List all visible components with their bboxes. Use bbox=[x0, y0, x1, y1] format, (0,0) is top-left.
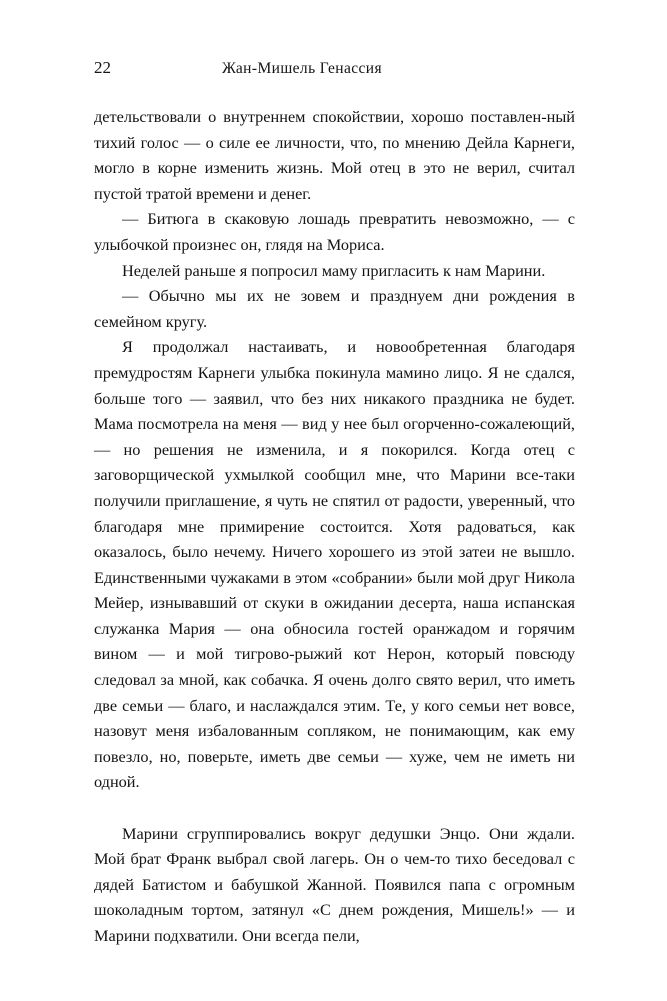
paragraph: Я продолжал настаивать, и новообретенная благодаря премудростям Карнеги улыбка покинула мамино лицо. Я не сдался, больше того — заявил, что без них никакого праздника не будет. Мама посмотрела на меня — вид у нее был огорченно-сожалеющий, — но решения не изменила, и я покорился. Когда отец с заговорщической ухмылкой сообщил мне, что Марини все-таки получили приглашение, я чуть не спятил от радости, уверенный, что благодаря мне примирение состоится. Хотя радоваться, как оказалось, было нечему. Ничего хорошего из этой затеи не вышло. Единственными чужаками в этом «собрании» были мой друг Никола Мейер, изнывавший от скуки в ожидании десерта, наша испанская служанка Мария — она обносила гостей оранжадом и горячим вином — и мой тигрово-рыжий кот Нерон, который повсюду следовал за мной, как собачка. Я очень долго свято верил, что иметь две семьи — благо, и наслаждался этим. Те, у кого семьи нет вовсе, назовут меня избалованным сопляком, не понимающим, как ему повезло, но, поверьте, иметь две семьи — хуже, чем не иметь ни одной. bbox=[94, 337, 575, 792]
page-body bbox=[94, 104, 575, 949]
paragraph: детельствовали о внутреннем спокойствии, хорошо поставлен-ный тихий голос — о силе ее личности, что, по мнению Дейла Карнеги, могло в корне изменить жизнь. Мой отец в это не верил, считал пустой тратой времени и денег. bbox=[94, 107, 575, 203]
paragraph: — Обычно мы их не зовем и празднуем дни рождения в семейном кругу. bbox=[94, 286, 575, 331]
paragraph: Марини сгруппировались вокруг дедушки Энцо. Они ждали. Мой брат Франк выбрал свой лагерь. Он о чем-то тихо беседовал с дядей Батистом и бабушкой Жанной. Появился папа с огромным шоколадным тортом, затянул «С днем рождения, Мишель!» — и Марини подхватили. Они всегда пели, bbox=[94, 823, 575, 945]
page-header bbox=[94, 58, 573, 80]
paragraph: Неделей раньше я попросил маму пригласить к нам Марини. bbox=[122, 260, 546, 280]
page-number: 22 bbox=[94, 58, 111, 77]
paragraph: — Битюга в скаковую лошадь превратить невозможно, — с улыбочкой произнес он, глядя на Мориса. bbox=[94, 209, 575, 254]
running-title: Жан-Мишель Генассия bbox=[222, 60, 383, 77]
